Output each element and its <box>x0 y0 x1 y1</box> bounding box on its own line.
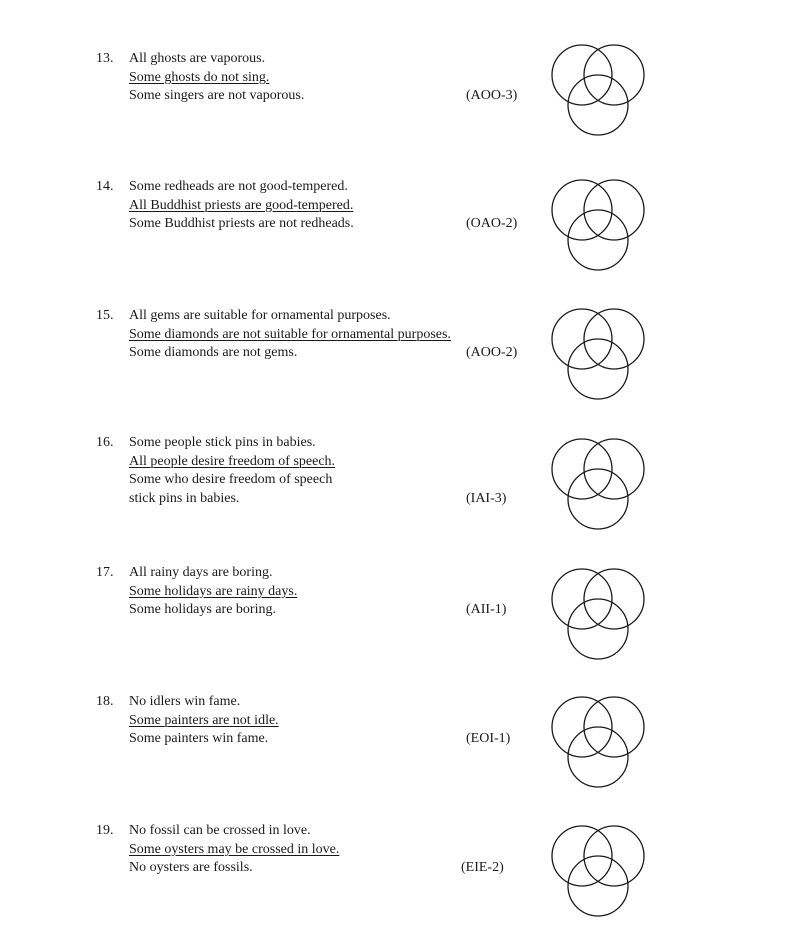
minor-premise: All Buddhist priests are good-tempered. <box>129 197 354 213</box>
problem-18 <box>0 693 804 813</box>
form-code: (OAO-2) <box>466 216 518 231</box>
minor-premise: Some painters are not idle. <box>129 712 279 728</box>
minor-premise: Some diamonds are not suitable for ornamental purposes. <box>129 326 451 342</box>
form-code: (AII-1) <box>466 602 507 617</box>
major-premise: All rainy days are boring. <box>129 565 273 580</box>
form-code: (AOO-2) <box>466 345 518 360</box>
minor-premise: All people desire freedom of speech. <box>129 453 336 469</box>
problem-number: 17. <box>96 565 114 580</box>
minor-premise: Some oysters may be crossed in love. <box>129 841 340 857</box>
form-code: (AOO-3) <box>466 88 518 103</box>
venn-diagram <box>548 178 652 282</box>
venn-diagram <box>548 824 652 928</box>
major-premise: No fossil can be crossed in love. <box>129 823 311 838</box>
syllogism <box>129 178 354 234</box>
venn-diagram <box>548 695 652 799</box>
conclusion: Some painters win fame. <box>129 731 269 746</box>
major-premise: Some people stick pins in babies. <box>129 435 316 450</box>
major-premise: All ghosts are vaporous. <box>129 51 266 66</box>
conclusion: No oysters are fossils. <box>129 860 253 875</box>
form-code: (EOI-1) <box>466 731 511 746</box>
syllogism <box>129 693 279 749</box>
major-premise: Some redheads are not good-tempered. <box>129 179 348 194</box>
syllogism <box>129 564 297 620</box>
venn-diagram <box>548 307 652 411</box>
problem-number: 18. <box>96 694 114 709</box>
form-code: (IAI-3) <box>466 491 507 506</box>
venn-diagram <box>548 43 652 147</box>
minor-premise: Some ghosts do not sing. <box>129 69 270 85</box>
venn-diagram <box>548 437 652 541</box>
problem-number: 16. <box>96 435 114 450</box>
problem-14 <box>0 178 804 298</box>
conclusion-line-1: Some who desire freedom of speech <box>129 472 333 487</box>
form-code: (EIE-2) <box>461 860 504 875</box>
problem-number: 19. <box>96 823 114 838</box>
conclusion: Some holidays are boring. <box>129 602 276 617</box>
conclusion: Some diamonds are not gems. <box>129 345 298 360</box>
venn-diagram <box>548 567 652 671</box>
problem-16 <box>0 434 804 554</box>
problem-number: 15. <box>96 308 114 323</box>
problem-15 <box>0 307 804 427</box>
major-premise: No idlers win fame. <box>129 694 241 709</box>
syllogism <box>129 307 451 363</box>
conclusion: Some Buddhist priests are not redheads. <box>129 216 354 231</box>
syllogism <box>129 50 304 106</box>
syllogism <box>129 822 339 878</box>
syllogism <box>129 434 335 508</box>
major-premise: All gems are suitable for ornamental purposes. <box>129 308 391 323</box>
problem-17 <box>0 564 804 684</box>
problem-19 <box>0 822 804 942</box>
conclusion-line-2: stick pins in babies. <box>129 490 240 506</box>
problem-number: 13. <box>96 51 114 66</box>
problem-number: 14. <box>96 179 114 194</box>
conclusion: Some singers are not vaporous. <box>129 88 305 103</box>
minor-premise: Some holidays are rainy days. <box>129 583 298 599</box>
problem-13 <box>0 50 804 170</box>
